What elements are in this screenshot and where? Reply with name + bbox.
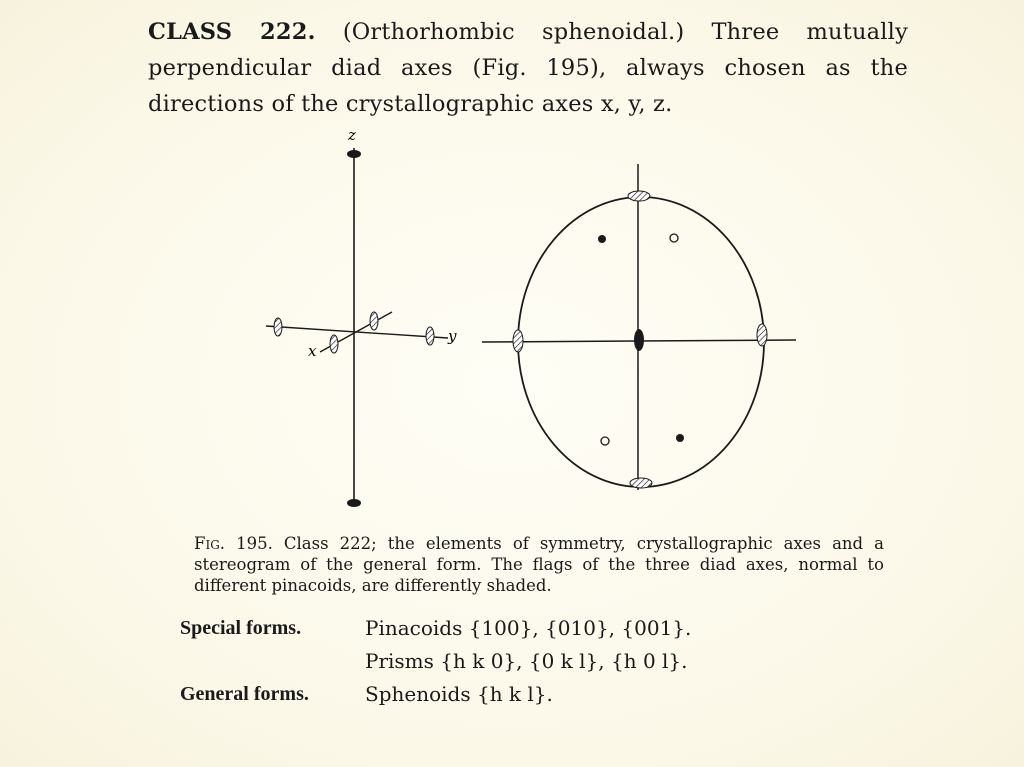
class-heading: CLASS 222.	[148, 19, 316, 45]
diad-flag-x-back	[370, 312, 378, 330]
special-form-item: Prisms {h k 0}, {0 k l}, {h 0 l}.	[365, 649, 688, 673]
intro-paragraph	[148, 14, 908, 122]
diad-flag-y-right	[426, 327, 434, 345]
diad-flag-x-front	[330, 335, 338, 353]
flag-center	[634, 329, 644, 351]
face-pole-upper-left	[598, 235, 606, 243]
general-forms-label: General forms.	[180, 683, 309, 705]
flag-bottom	[630, 478, 652, 488]
general-form-item: Sphenoids {h k l}.	[365, 682, 553, 706]
diad-flag-y-left	[274, 318, 282, 336]
general-forms-row	[180, 678, 780, 711]
special-form-item: Pinacoids {100}, {010}, {001}.	[365, 616, 692, 640]
stereogram	[482, 164, 796, 490]
label-x: x	[308, 342, 317, 360]
diad-flag-z-bottom	[347, 499, 361, 507]
special-forms-label: Special forms.	[180, 617, 302, 639]
face-pole-lower-left	[601, 437, 609, 445]
figure-caption	[194, 533, 884, 596]
diad-flag-z-top	[347, 150, 361, 158]
forms-table	[180, 612, 780, 711]
intro-text: (Orthorhombic sphenoidal.) Three mutually perpendicular diad axes (Fig. 195), always chosen as the directions of the crystallographic axes x, y, z.	[148, 19, 908, 117]
caption-label: Fig. 195.	[194, 534, 273, 553]
flag-top	[628, 191, 650, 201]
flag-left	[513, 330, 523, 352]
general-forms-items	[365, 678, 780, 711]
label-y: y	[448, 327, 457, 345]
face-pole-upper-right	[670, 234, 678, 242]
figure-195	[250, 126, 810, 526]
axes-diagram	[266, 126, 457, 507]
special-forms-items	[365, 612, 780, 678]
label-z: z	[348, 126, 356, 144]
special-forms-row	[180, 612, 780, 678]
caption-text: Class 222; the elements of symmetry, crystallographic axes and a stereogram of the general form. The flags of the three diad axes, normal to different pinacoids, are differently shaded.	[194, 534, 884, 595]
face-pole-lower-right	[676, 434, 684, 442]
flag-right	[757, 324, 767, 346]
